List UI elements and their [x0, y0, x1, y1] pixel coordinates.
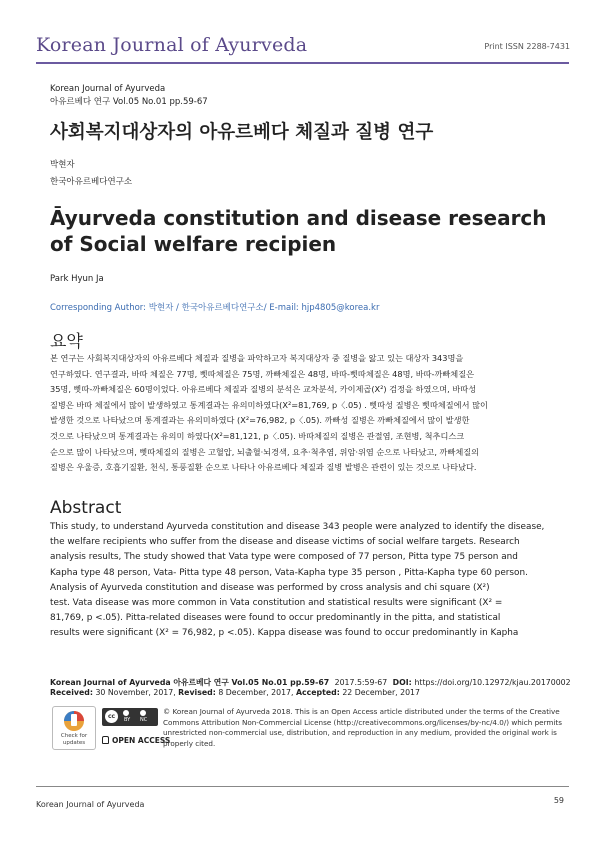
english-abstract-line: test. Vata disease was more common in Vata constitution and statistical results were significant (X² =	[50, 598, 503, 609]
english-abstract-body	[50, 520, 552, 642]
korean-abstract-line: 본 연구는 사회복지대상자의 아유르베다 체질과 질병을 파악하고자 복지대상자 중 질병을 앓고 있는 대상자 343명을	[50, 353, 464, 363]
doi-label: DOI:	[392, 678, 412, 687]
footer-citation	[50, 677, 571, 688]
cc-nc-label: NC	[140, 717, 148, 723]
corresponding-author[interactable]: Corresponding Author: 박현자 / 한국아유르베다연구소/ E-mail: hjp4805@korea.kr	[50, 303, 380, 313]
citation-journal: Korean Journal of Ayurveda	[50, 84, 166, 94]
license-line: Commons Attribution Non-Commercial License (http://creativecommons.org/licenses/by-nc/4.0/) which permits	[163, 717, 562, 727]
journal-title: Korean Journal of Ayurveda	[36, 34, 308, 56]
english-abstract-heading: Abstract	[50, 498, 122, 518]
received-label: Received:	[50, 688, 93, 697]
citation-volume: 아유르베다 연구 Vol.05 No.01 pp.59-67	[50, 97, 208, 107]
footer-divider	[36, 786, 569, 787]
person-icon	[123, 710, 129, 716]
korean-author: 박현자	[50, 160, 75, 170]
open-access	[102, 736, 170, 745]
article-dates	[50, 688, 420, 697]
english-abstract-line: This study, to understand Ayurveda constitution and disease 343 people were analyzed to identify the disease,	[50, 522, 545, 532]
english-abstract-line: analysis results, The study showed that Vata type were composed of 77 person, Pitta type 75 person and	[50, 552, 518, 563]
license-text	[163, 707, 562, 749]
cc-by-label: BY	[124, 717, 131, 723]
korean-abstract-line: 발생한 것으로 나타났으며 통계결과는 유의미하였다 (X²=76,982, p〈.05). 까빠성 질병은 까빠체질에서 많이 발생한	[50, 415, 470, 426]
footer-citation-journal: Korean Journal of Ayurveda 아유르베다 연구 Vol.05 No.01 pp.59-67	[50, 678, 330, 687]
open-access-label: OPEN ACCESS	[112, 736, 171, 745]
accepted-label: Accepted:	[295, 688, 340, 697]
check-label-line2: updates	[62, 740, 86, 746]
korean-abstract-line: 질병은 우울증, 호흡기질환, 천식, 통풍질환 순으로 나타나 아유르베다 체질과 질병 발병은 관련이 있는 것으로 나타났다.	[50, 462, 477, 473]
check-for-updates-badge[interactable]	[52, 706, 96, 750]
korean-affiliation: 한국아유르베다연구소	[50, 177, 133, 187]
english-abstract-line: Analysis of Ayurveda constitution and disease was performed by cross analysis and chi square (X²)	[50, 582, 490, 593]
english-author: Park Hyun Ja	[50, 274, 104, 284]
license-line: © Korean Journal of Ayurveda 2018. This is an Open Access article distributed under the terms of the Creative	[163, 707, 560, 716]
korean-abstract-line: 순으로 많이 나타났으며, 삣따체질의 질병은 고혈압, 뇌출혈·뇌경색, 요추·척추염, 위암·위염 순으로 나타났고, 까빠체질의	[50, 446, 480, 457]
non-commercial-icon	[140, 710, 146, 716]
check-for-updates-icon	[53, 709, 95, 735]
issn: Print ISSN 2288-7431	[484, 42, 570, 51]
korean-abstract-line: 질병은 바따 체질에서 많이 발생하였고 통계결과는 유의미하였다(X²=81,769, p〈.05) . 삣따성 질병은 삣따체질에서 많이	[50, 399, 488, 410]
korean-abstract-body	[50, 351, 550, 476]
cc-icon: cc	[105, 710, 118, 723]
license-line: properly cited.	[163, 738, 216, 748]
korean-abstract-line: 것으로 나타났으며 통계결과는 유의미 하였다(X²=81,121, p〈.05). 바따체질의 질병은 관절염, 조현병, 척추디스크	[50, 430, 465, 441]
korean-title: 사회복지대상자의 아유르베다 체질과 질병 연구	[50, 122, 434, 143]
korean-abstract-line: 연구하였다. 연구결과, 바따 체질은 77명, 삣따체질은 75명, 까빠체질은 48명, 바따-삣따체질은 48명, 바따-까빠체질은	[50, 368, 475, 379]
header-divider	[36, 62, 569, 64]
accepted-date: 22 December, 2017	[342, 688, 420, 697]
received-date: 30 November, 2017,	[95, 688, 176, 697]
footer-citation-year: 2017.5:59-67	[334, 678, 388, 687]
footer-journal-name: Korean Journal of Ayurveda	[36, 800, 145, 809]
page-number: 59	[553, 796, 564, 805]
license-line: unrestricted non-commercial use, distribution, and reproduction in any medium, provided the original work is	[163, 728, 557, 738]
english-abstract-line: results were significant (X² = 76,982, p <.05). Kappa disease was found to occur predominantly in Kapha	[50, 628, 519, 639]
english-abstract-line: 81,769, p <.05). Pitta-related diseases were found to occur predominantly in the pitta, and statistical	[50, 613, 501, 624]
english-title: Āyurveda constitution and disease research of Social welfare recipien	[50, 206, 547, 256]
english-abstract-line: the welfare recipients who suffer from the disease and disease victims of social welfare targets. Research	[50, 537, 520, 548]
revised-label: Revised:	[178, 688, 216, 697]
revised-date: 8 December, 2017,	[218, 688, 294, 697]
open-access-lock-icon	[102, 736, 109, 744]
korean-abstract-heading: 요약	[50, 332, 83, 352]
korean-abstract-line: 35명, 삣따-까빠체질은 60명이었다. 아유르베다 체질과 질병의 분석은 교차분석, 카이제곱(X²) 검정을 하였으며, 바따성	[50, 384, 477, 395]
english-abstract-line: Kapha type 48 person, Vata- Pitta type 48 person, Vata-Kapha type 35 person , Pitta-Kapha type 60 person.	[50, 567, 528, 578]
check-label-line1: Check for	[60, 733, 88, 739]
cc-license-badge[interactable]	[102, 708, 158, 726]
doi-link[interactable]: https://doi.org/10.12972/kjau.20170002	[414, 678, 571, 687]
